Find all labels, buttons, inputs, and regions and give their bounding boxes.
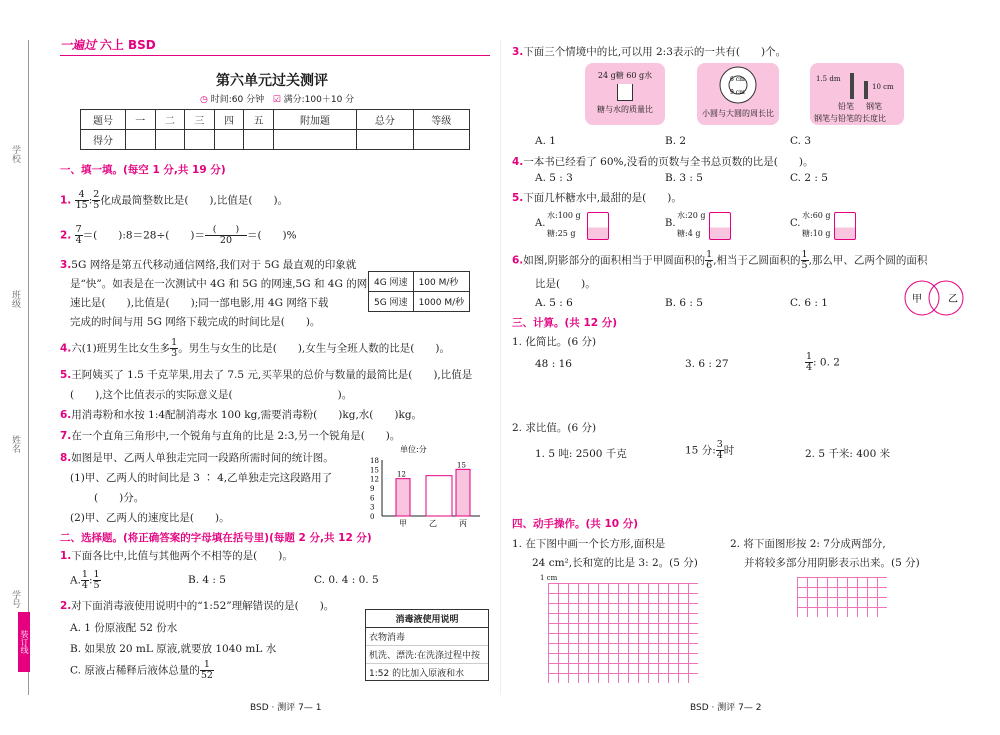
question-text: 下面三个情境中的比,可以用 2:3表示的一共有( )个。 xyxy=(523,46,787,58)
pen-length-label: 10 cm xyxy=(872,83,894,91)
cell: 一 xyxy=(126,110,156,130)
section-2-title: 二、选择题。(将正确答案的字母填在括号里)(每题 2 分,共 12 分) xyxy=(60,532,372,544)
question-number: 3. xyxy=(512,46,524,58)
denominator: 52 xyxy=(200,670,213,681)
choice-1 xyxy=(60,548,293,563)
question-text: ＝( ):8＝28÷( )＝ xyxy=(82,229,205,242)
pencil-label: 铅笔 xyxy=(838,102,854,111)
circle-yi-label: 乙 xyxy=(948,294,958,305)
question-7 xyxy=(60,428,400,443)
denominator: 3 xyxy=(171,348,178,359)
y-tick-label: 15 xyxy=(370,466,379,475)
side-label-id: 学号 xyxy=(10,590,20,608)
question-number: 1. xyxy=(60,550,72,562)
cup-icon xyxy=(709,212,731,240)
cup-icon xyxy=(617,84,633,101)
clock-icon: ◷ xyxy=(200,95,208,105)
numerator: 1 xyxy=(93,569,100,580)
question-text: 如图,阴影部分的面积相当于甲圆面积的 xyxy=(523,254,706,267)
score-input[interactable] xyxy=(155,130,185,150)
question-number: 6. xyxy=(60,409,72,421)
r6-option-a[interactable]: A. 5 : 6 xyxy=(535,297,573,309)
fraction xyxy=(716,440,724,461)
pencil-length-label: 1.5 dm xyxy=(816,75,841,83)
question-number: 8. xyxy=(60,452,72,464)
question-text: 并将较多部分用阴影表示出来。(5 分) xyxy=(744,557,920,569)
numerator: 1 xyxy=(801,249,808,260)
denominator: 4 xyxy=(806,362,813,373)
cell: 得分 xyxy=(81,130,126,150)
score-table xyxy=(80,109,470,150)
fraction xyxy=(170,338,178,359)
fraction xyxy=(93,570,101,591)
numerator: 4 xyxy=(75,190,89,201)
card-caption: 小圆与大圆的周长比 xyxy=(702,109,774,118)
shape-to-divide[interactable] xyxy=(797,577,887,617)
denominator: 4 xyxy=(716,450,723,461)
chart-ylabel: 单位:分 xyxy=(400,445,427,454)
question-number: 5. xyxy=(512,192,524,204)
section-1-title: 一、填一填。(每空 1 分,共 19 分) xyxy=(60,164,226,176)
r5-option-c[interactable] xyxy=(790,210,900,242)
numerator: 1 xyxy=(806,351,813,362)
pen-label: 钢笔 xyxy=(866,102,882,111)
box-title: 消毒液使用说明 xyxy=(366,610,488,628)
question-number: 4. xyxy=(512,156,524,168)
fraction-blank[interactable] xyxy=(205,225,247,246)
exam-full-score: 满分:100＋10 分 xyxy=(283,95,355,105)
r4-option-b[interactable]: B. 3 : 5 xyxy=(665,172,703,184)
denominator: 6 xyxy=(706,260,713,271)
large-radius-label: 9 cm xyxy=(730,89,745,96)
question-text: 比是( )。 xyxy=(535,278,596,290)
pen-icon xyxy=(864,81,868,99)
part-ratio-value: 2. 求比值。(6 分) xyxy=(512,422,597,434)
score-input[interactable] xyxy=(244,130,274,150)
score-input[interactable] xyxy=(185,130,215,150)
denominator: 20 xyxy=(219,235,232,246)
expr-text: 时 xyxy=(723,444,735,457)
question-text: ,相当于乙圆面积的 xyxy=(713,254,801,267)
choice-1-option-b[interactable]: B. 4 : 5 xyxy=(188,574,226,586)
binding-line-mark: 装订线 xyxy=(18,612,30,672)
cell: 4G 网速 xyxy=(369,272,414,292)
numerator: 1 xyxy=(171,337,178,348)
question-text: 完成的时间与用 5G 网络下载完成的时间比是( )。 xyxy=(70,316,321,328)
question-text: 。男生与女生的比是( ),女生与全班人数的比是( )。 xyxy=(178,342,450,355)
question-5 xyxy=(60,365,472,405)
fraction xyxy=(801,250,809,271)
numerator: 2 xyxy=(93,189,100,200)
question-text: 速比是( ),比值是( );同一部电影,用 4G 网络下载 xyxy=(70,297,329,309)
denominator: 5 xyxy=(93,580,100,591)
right-question-5 xyxy=(512,190,682,205)
cell: 题号 xyxy=(81,110,126,130)
question-8 xyxy=(60,448,334,528)
expr-3 xyxy=(805,352,840,373)
question-text: (1)甲、乙两人的时间比是 3 ∶ 4,乙单独走完这段路用了 xyxy=(70,472,333,484)
choice-2-option-c[interactable] xyxy=(70,660,214,681)
denominator: 4 xyxy=(81,580,88,591)
footer-left: BSD · 测评 7— 1 xyxy=(250,703,322,713)
score-input[interactable] xyxy=(126,130,156,150)
question-text: 2. 将下面图形按 2: 7分成两部分, xyxy=(730,538,886,550)
numerator: 3 xyxy=(716,439,723,450)
question-text: 如图是甲、乙两人单独走完同一段路所需时间的统计图。 xyxy=(71,452,334,464)
question-4 xyxy=(60,338,450,359)
numerator: 1 xyxy=(200,660,214,671)
part-simplify: 1. 化简比。(6 分) xyxy=(512,336,597,348)
r4-option-c[interactable]: C. 2 : 5 xyxy=(790,172,828,184)
side-label-name: 姓名 xyxy=(10,435,20,453)
brand-grade: 六上 BSD xyxy=(99,38,156,52)
denominator: 4 xyxy=(75,235,82,246)
box-line: 衣物消毒 xyxy=(366,628,488,646)
cup-icon xyxy=(587,212,609,240)
denominator: 5 xyxy=(93,200,100,211)
box-line: 1:52 的比加入原液和水 xyxy=(369,669,465,679)
expr-text: : 0. 2 xyxy=(813,356,840,369)
ratio-expr-3: 2. 5 千米: 400 米 xyxy=(805,448,891,460)
y-tick-label: 3 xyxy=(370,503,375,512)
option-letter: C. xyxy=(790,218,801,229)
cell: 1000 M/秒 xyxy=(413,292,470,312)
x-category-label: 丙 xyxy=(459,519,467,527)
page-title: 第六单元过关测评 xyxy=(216,73,328,89)
bars xyxy=(396,461,470,516)
numerator: 1 xyxy=(81,569,88,580)
question-1: 1. $\frac{4}{15}$ : $\frac{2}{5}$ 化成最简整数比是( ),比值是( )。 xyxy=(60,189,289,211)
question-text: 六(1)班男生比女生多 xyxy=(71,342,171,355)
exam-time: 时间:60 分钟 xyxy=(210,95,265,105)
r4-option-a[interactable]: A. 5 : 3 xyxy=(535,172,573,184)
question-text: ( ),这个比值表示的实际意义是( )。 xyxy=(70,389,353,401)
card-caption: 糖与水的质量比 xyxy=(597,105,653,114)
bar-1 xyxy=(426,476,452,516)
score-input[interactable] xyxy=(273,130,356,150)
operation-1 xyxy=(512,535,698,573)
box-line: 机洗、漂洗:在洗涤过程中按 xyxy=(366,646,488,664)
score-input[interactable] xyxy=(413,130,469,150)
question-text: 对下面消毒液使用说明中的“1:52”理解错误的是( )。 xyxy=(71,600,335,612)
numerator: ( ) xyxy=(205,225,247,236)
score-table-score-row xyxy=(81,130,470,150)
expr-1: 48 : 16 xyxy=(535,358,572,370)
card-label: 24 g糖 60 g水 xyxy=(597,71,653,80)
sugar-amount: 糖:4 g xyxy=(677,229,701,238)
question-text: 化成最简整数比是( ),比值是( )。 xyxy=(100,194,289,207)
r3-option-a[interactable]: A. 1 xyxy=(535,135,556,147)
r5-option-a[interactable] xyxy=(535,210,645,242)
cell: 100 M/秒 xyxy=(413,272,470,292)
cell: 三 xyxy=(185,110,215,130)
score-input[interactable] xyxy=(214,130,244,150)
question-number: 6. xyxy=(512,254,524,267)
choice-1-option-c[interactable]: C. 0. 4 : 0. 5 xyxy=(314,574,379,586)
question-number: 1. xyxy=(60,194,72,207)
option-letter: A. xyxy=(535,218,546,229)
brand-mark: 一遍过 xyxy=(60,38,97,52)
score-input[interactable] xyxy=(357,130,413,150)
bar-0 xyxy=(396,479,410,516)
x-category-label: 乙 xyxy=(429,519,437,527)
bar-data-label: 12 xyxy=(397,470,406,479)
fraction xyxy=(200,660,214,681)
time-bar-chart xyxy=(368,442,488,527)
r3-option-b[interactable]: B. 2 xyxy=(665,135,687,147)
fraction xyxy=(81,570,89,591)
y-tick-label: 9 xyxy=(370,485,375,493)
fraction xyxy=(805,352,813,373)
option-letter: B. xyxy=(665,218,676,229)
question-text: 是“快”。如表是在一次测试中 4G 和 5G 的网速,5G 和 4G 的网 xyxy=(70,278,368,290)
cell: 五 xyxy=(244,110,274,130)
r6-option-b[interactable]: B. 6 : 5 xyxy=(665,297,703,309)
cup-icon xyxy=(834,212,856,240)
question-number: 3. xyxy=(60,259,72,271)
cell: 二 xyxy=(155,110,185,130)
cell: 总分 xyxy=(357,110,413,130)
option-letter: A. xyxy=(70,574,81,587)
brand-underline xyxy=(60,55,490,56)
x-category-label: 甲 xyxy=(399,519,407,527)
water-amount: 水:60 g xyxy=(802,211,831,220)
question-text: ＝( )% xyxy=(246,229,297,242)
denominator: 5 xyxy=(801,260,808,271)
question-text: 在一个直角三角形中,一个锐角与直角的比是 2:3,另一个锐角是( )。 xyxy=(71,430,401,442)
question-number: 2. xyxy=(60,229,72,242)
question-text: 王阿姨买了 1.5 千克苹果,用去了 7.5 元,买苹果的总价与数量的最简比是( ),比值是 xyxy=(71,369,473,381)
expr-2: 3. 6 : 27 xyxy=(685,358,729,370)
numerator: 1 xyxy=(706,249,713,260)
choice-2-option-b[interactable]: B. 如果放 20 mL 原液,就要放 1040 mL 水 xyxy=(70,643,277,655)
water-amount: 水:100 g xyxy=(547,211,581,220)
checkbox-icon: ☑ xyxy=(272,95,281,105)
choice-2 xyxy=(60,598,334,613)
operation-2 xyxy=(730,535,920,573)
ratio-expr-2 xyxy=(685,440,734,461)
disinfectant-instruction-box xyxy=(365,609,489,681)
bar-data-label: 15 xyxy=(457,461,466,470)
cell: 附加题 xyxy=(273,110,356,130)
right-question-3 xyxy=(512,44,786,59)
question-text: (2)甲、乙两人的速度比是( )。 xyxy=(70,512,230,524)
sugar-amount: 糖:25 g xyxy=(547,229,576,238)
ratio-expr-1: 1. 5 吨: 2500 千克 xyxy=(535,448,627,460)
question-text: ,那么甲、乙两个圆的面积 xyxy=(808,254,928,267)
bar-2 xyxy=(456,469,470,516)
section-3-title: 三、计算。(共 12 分) xyxy=(512,317,618,329)
fraction xyxy=(705,250,713,271)
question-text: 下面各比中,比值与其他两个不相等的是( )。 xyxy=(71,550,293,562)
question-text: 1. 在下图中画一个长方形,面积是 xyxy=(512,538,666,550)
pencil-icon xyxy=(850,73,854,99)
y-tick-label: 0 xyxy=(370,513,375,521)
left-margin-strip xyxy=(28,40,29,695)
question-text: ( )分。 xyxy=(94,492,145,504)
x-labels xyxy=(399,519,467,527)
question-2 xyxy=(60,225,297,246)
page-divider xyxy=(500,40,501,695)
network-speed-table xyxy=(368,271,470,312)
question-text: 用消毒粉和水按 1:4配制消毒水 100 kg,需要消毒粉( )kg,水( )kg。 xyxy=(71,409,423,421)
choice-2-option-a[interactable]: A. 1 份原液配 52 份水 xyxy=(70,622,178,634)
circle-jia-label: 甲 xyxy=(912,294,922,305)
grid-unit-label: 1 cm xyxy=(540,574,558,582)
card-sugar-water xyxy=(585,63,665,125)
numerator: 7 xyxy=(75,224,82,235)
y-tick-label: 6 xyxy=(370,494,375,503)
question-number: 5. xyxy=(60,369,72,381)
question-number: 4. xyxy=(60,342,72,355)
section-4-title: 四、动手操作。(共 10 分) xyxy=(512,518,639,530)
cell: 5G 网速 xyxy=(369,292,414,312)
question-number: 2. xyxy=(60,600,72,612)
question-text: 24 cm²,长和宽的比是 3: 2。(5 分) xyxy=(532,557,698,569)
concentric-circles-icon xyxy=(697,63,779,105)
exam-meta xyxy=(200,92,354,105)
small-radius-label: 6 cm xyxy=(730,76,745,83)
water-amount: 水:20 g xyxy=(677,211,706,220)
expr-text: 15 分: xyxy=(685,444,716,457)
question-3 xyxy=(60,256,367,332)
right-question-6 xyxy=(512,250,927,271)
question-number: 7. xyxy=(60,430,72,442)
score-table-header-row xyxy=(81,110,470,130)
card-pencils xyxy=(810,63,904,125)
r5-option-b[interactable] xyxy=(665,210,775,242)
brand-logo xyxy=(60,36,156,53)
y-ticks xyxy=(370,457,379,521)
choice-1-option-a[interactable]: A. $\frac{1}{4}$ : $\frac{1}{5}$ xyxy=(70,569,100,591)
drawing-grid[interactable] xyxy=(548,583,698,683)
r3-option-c[interactable]: C. 3 xyxy=(790,135,812,147)
option-text: C. 原液占稀释后液体总量的 xyxy=(70,664,200,677)
side-label-class: 班级 xyxy=(10,290,20,308)
overlapping-circles-icon xyxy=(898,278,978,318)
denominator: 15 xyxy=(75,200,88,211)
right-question-4 xyxy=(512,154,814,169)
footer-right: BSD · 测评 7— 2 xyxy=(690,703,762,713)
y-tick-label: 18 xyxy=(370,457,379,465)
question-text: 下面几杯糖水中,最甜的是( )。 xyxy=(523,192,682,204)
question-text: 5G 网络是第五代移动通信网络,我们对于 5G 最直观的印象就 xyxy=(71,259,357,271)
r6-option-c[interactable]: C. 6 : 1 xyxy=(790,297,828,309)
question-text: 一本书已经看了 60%,没看的页数与全书总页数的比是( )。 xyxy=(523,156,814,168)
fraction xyxy=(75,190,89,211)
fraction xyxy=(75,225,83,246)
cell: 等级 xyxy=(413,110,469,130)
sugar-amount: 糖:10 g xyxy=(802,229,831,238)
card-circles xyxy=(697,63,779,125)
card-caption: 钢笔与铅笔的长度比 xyxy=(814,114,886,123)
cell: 四 xyxy=(214,110,244,130)
y-tick-label: 12 xyxy=(370,475,379,484)
question-6 xyxy=(60,407,422,422)
side-label-school: 学校 xyxy=(10,145,20,163)
